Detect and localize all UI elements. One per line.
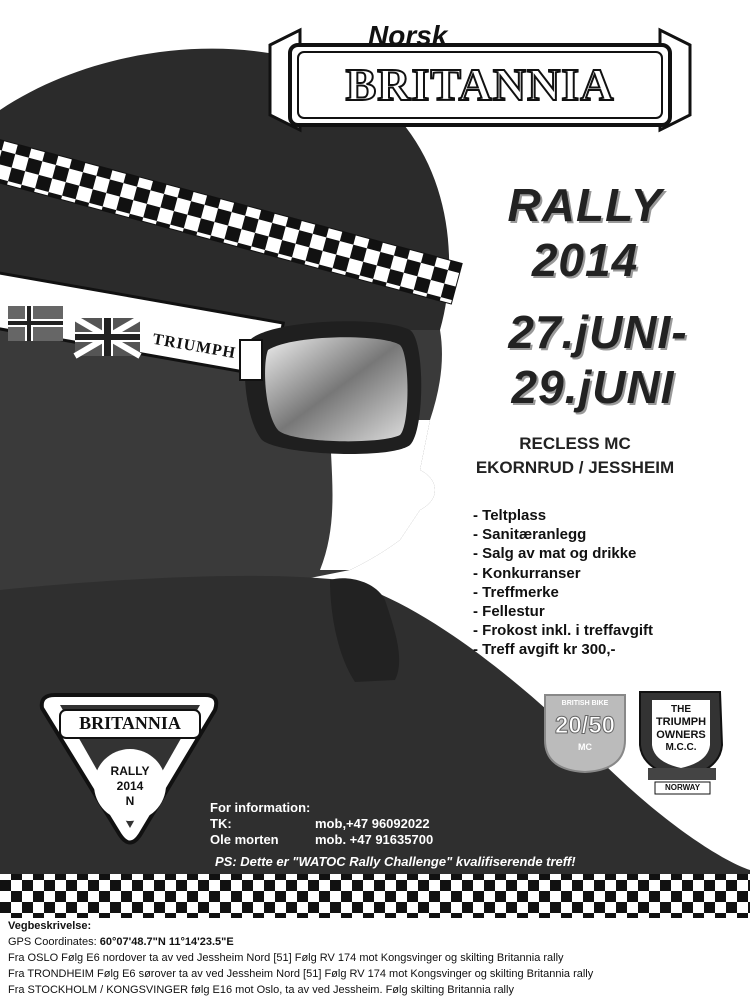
- contact-row: [210, 816, 433, 832]
- badge-2050-sub: MC: [578, 742, 592, 752]
- union-jack-flag-icon: [75, 318, 140, 356]
- directions-title: Vegbeskrivelse:: [8, 920, 92, 932]
- direction-line: Fra TRONDHEIM Følg E6 sørover ta av ved Jessheim Nord [51] Følg RV 174 mot Kongsvinger og skilting Britannia rally: [8, 968, 594, 980]
- contact-row: [210, 832, 433, 848]
- bottom-checkered-band: [0, 874, 750, 918]
- triangle-badge-line3: N: [125, 794, 135, 808]
- gps-value: 60°07'48.7"N 11°14'23.5"E: [99, 936, 234, 948]
- rally-title: RALLY: [507, 179, 663, 231]
- contact-phone: mob,+47 96092022: [315, 816, 430, 831]
- triangle-badge-brand: BRITANNIA: [79, 713, 181, 733]
- feature-item: - Treff avgift kr 300,-: [473, 641, 616, 659]
- triangle-badge-line1: RALLY: [110, 764, 150, 778]
- direction-line: Fra OSLO Følg E6 nordover ta av ved Jessheim Nord [51] Følg RV 174 mot Kongsvinger og skilting Britannia rally: [8, 952, 564, 964]
- owners-line2: TRIUMPH: [655, 716, 707, 728]
- rally-year: 2014: [531, 234, 639, 286]
- gps-label: GPS Coordinates:: [8, 936, 97, 948]
- contact-name: TK:: [210, 816, 232, 831]
- gps-line: [8, 934, 593, 950]
- badge-2050-main: 20/50: [554, 712, 616, 739]
- norsk-label: Norsk: [368, 20, 448, 51]
- brand-title: BRITANNIA: [345, 59, 615, 110]
- feature-item: - Konkurranser: [473, 564, 581, 582]
- feature-item: - Fellestur: [473, 603, 545, 621]
- club-name: RECLESS MC: [519, 434, 631, 453]
- owners-line1: THE: [671, 704, 691, 715]
- contact-block: [210, 800, 433, 848]
- feature-item: - Salg av mat og drikke: [473, 545, 637, 563]
- feature-item: - Teltplass: [473, 507, 547, 524]
- feature-item: - Treffmerke: [473, 583, 559, 601]
- feature-list: [473, 506, 653, 660]
- owners-line3: OWNERS: [656, 729, 706, 741]
- triangle-badge-line2: 2014: [116, 779, 144, 793]
- owners-ribbon: NORWAY: [664, 783, 701, 792]
- badge-2050-top: BRITISH BIKE: [561, 700, 609, 707]
- directions: [8, 918, 593, 998]
- event-location: EKORNRUD / JESSHEIM: [475, 458, 675, 477]
- owners-line4: M.C.C.: [665, 742, 697, 753]
- norway-flag-icon: [8, 306, 63, 341]
- date-end: 29.jUNI: [511, 361, 675, 413]
- ps-note: PS: Dette er "WATOC Rally Challenge" kvalifiserende treff!: [215, 854, 576, 869]
- feature-item: - Sanitæranlegg: [473, 526, 587, 544]
- contact-name: Ole morten: [210, 832, 279, 847]
- date-start: 27.jUNI-: [508, 306, 688, 358]
- feature-item: - Frokost inkl. i treffavgift: [473, 622, 654, 640]
- direction-line: Fra STOCKHOLM / KONGSVINGER følg E16 mot Oslo, ta av ved Jessheim. Følg skilting Britannia rally: [8, 984, 514, 996]
- strap-brand: TRIUMPH: [151, 330, 238, 363]
- goggle-lens: [265, 337, 407, 441]
- contact-heading: For information:: [210, 800, 311, 815]
- contact-phone: mob. +47 91635700: [315, 832, 434, 847]
